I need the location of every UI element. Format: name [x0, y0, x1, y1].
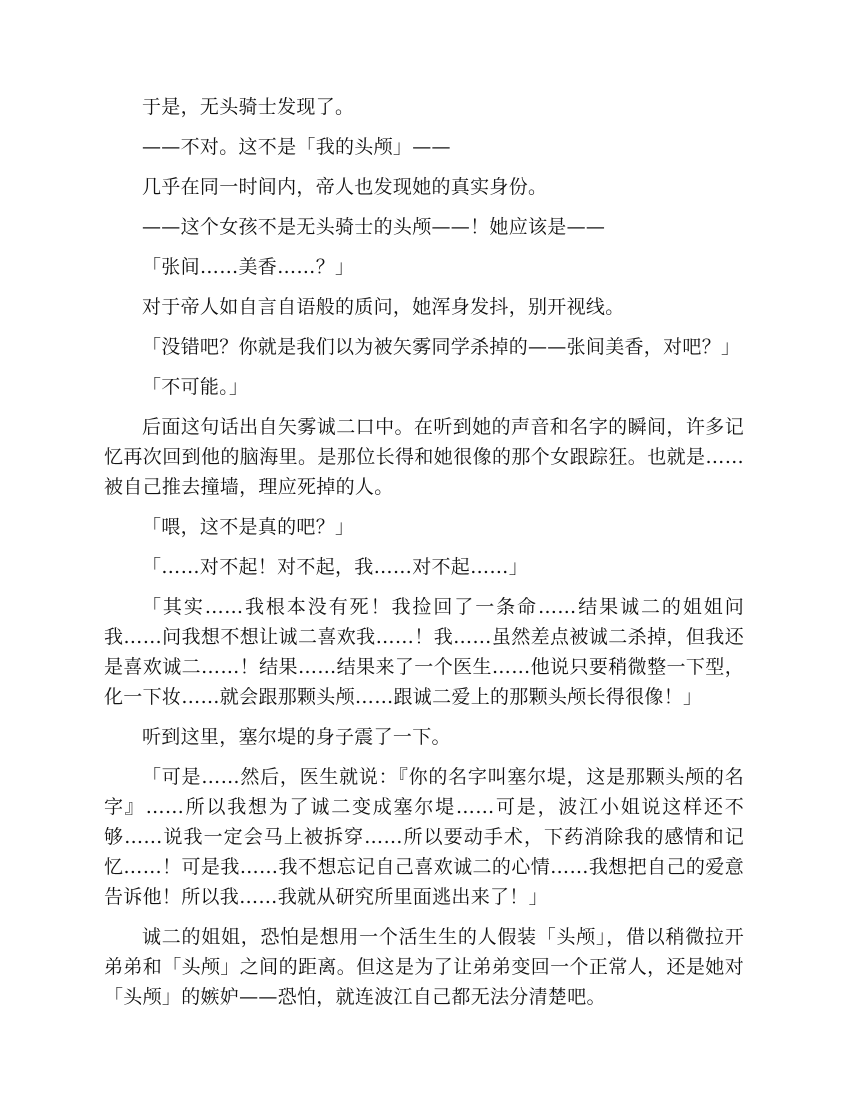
paragraph: ——这个女孩不是无头骑士的头颅——！她应该是——	[142, 216, 606, 238]
paragraph: 「其实……我根本没有死！我捡回了一条命……结果诚二的姐姐问我……问我想不想让诚二喜欢我……！我……虽然差点被诚二杀掉，但我还是喜欢诚二……！结果……结果来了一个医生……他说只要稍微整一下型，化一下妆……就会跟那颗头颅……跟诚二爱上的那颗头颅长得很像！」	[104, 596, 744, 708]
paragraph: 「喂，这不是真的吧？」	[142, 516, 355, 538]
paragraph: 后面这句话出自矢雾诚二口中。在听到她的声音和名字的瞬间，许多记忆再次回到他的脑海里。是那位长得和她很像的那个女跟踪狂。也就是……被自己推去撞墙，理应死掉的人。	[104, 416, 744, 498]
paragraph: 听到这里，塞尔堤的身子震了一下。	[142, 726, 451, 748]
paragraph: 于是，无头骑士发现了。	[142, 96, 355, 118]
paragraph: 几乎在同一时间内，帝人也发现她的真实身份。	[142, 176, 548, 198]
paragraph: 「没错吧？你就是我们以为被矢雾同学杀掉的——张间美香，对吧？」	[142, 336, 741, 358]
paragraph: 「张间……美香……？」	[142, 256, 355, 278]
paragraph: 诚二的姐姐，恐怕是想用一个活生生的人假装「头颅」，借以稍微拉开弟弟和「头颅」之间的距离。但这是为了让弟弟变回一个正常人，还是她对「头颅」的嫉妒——恐怕，就连波江自己都无法分清楚吧。	[104, 926, 744, 1008]
paragraph: ——不对。这不是「我的头颅」——	[142, 136, 451, 158]
paragraph: 对于帝人如自言自语般的质问，她浑身发抖，别开视线。	[142, 296, 625, 318]
paragraph: 「不可能。」	[142, 376, 249, 398]
paragraph: 「可是……然后，医生就说：『你的名字叫塞尔堤，这是那颗头颅的名字』……所以我想为了诚二变成塞尔堤……可是，波江小姐说这样还不够……说我一定会马上被拆穿……所以要动手术，下药消除我的感情和记忆……！可是我……我不想忘记自己喜欢诚二的心情……我想把自己的爱意告诉他！所以我……我就从研究所里面逃出来了！」	[104, 766, 744, 908]
paragraph: 「……对不起！对不起，我……对不起……」	[142, 556, 529, 578]
page-body	[104, 92, 744, 1022]
